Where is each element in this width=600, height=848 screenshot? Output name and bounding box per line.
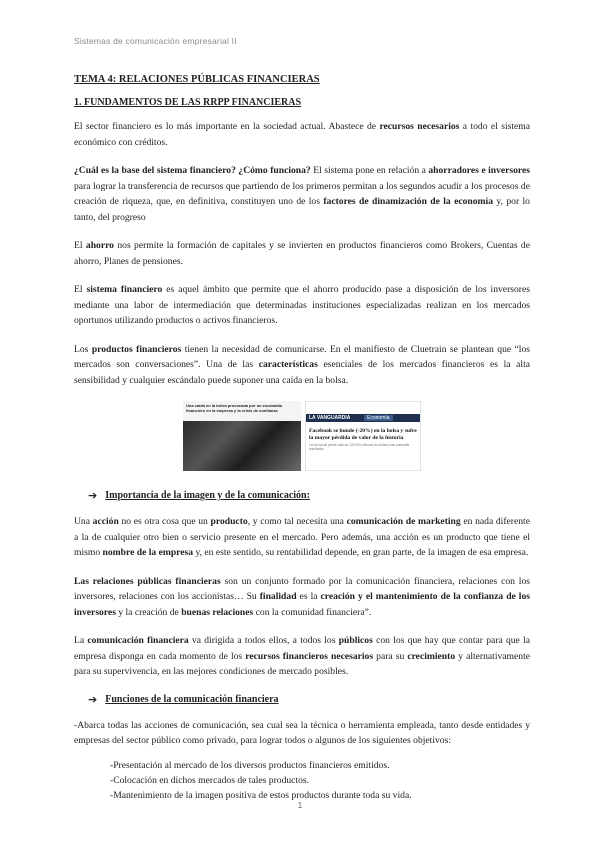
figure-row: [74, 401, 530, 471]
news-image-left: [183, 401, 301, 471]
paragraph-5: Los productos financieros tienen la necesidad de comunicarse. En el manifiesto de Cluetrain se plantean que “los mercados son conversaciones”. Una de las características esenciales de los mercados financieros es la alta sensibilidad y cualquier escándalo puede suponer una caída en la bolsa.: [74, 343, 531, 386]
news-photo: [183, 421, 301, 471]
arrow-right-icon: ➔: [88, 489, 98, 502]
paragraph-7: Las relaciones públicas financieras son un conjunto formado por la comunicación financiera, relaciones con los inversores, relaciones con los accionistas… Su finalidad es la creación y el mantenimiento de la confianza de los inversores y la creación de buenas relaciones con la comunidad financiera”.: [74, 575, 531, 618]
paragraph-2: ¿Cuál es la base del sistema financiero? ¿Cómo funciona? El sistema pone en relación a ahorradores e inversores para lograr la transferencia de recursos que partiendo de los primeros permitan a los segundos acudir a los procesos de creación de riqueza, que, en definitiva, constituyen uno de los factores de dinamización de la economía y, por lo tanto, del progreso: [74, 165, 530, 223]
subheading-imagen: ➔ Importancia de la imagen y de la comunicación:: [88, 489, 310, 502]
page-content: [74, 74, 530, 803]
paragraph-1: El sector financiero es lo más importante en la sociedad actual. Abastece de recursos necesarios a todo el sistema económico con créditos.: [74, 121, 531, 148]
paragraph-6: Una acción no es otra cosa que un producto, y como tal necesita una comunicación de marketing en nada diferente a la de cualquier otro bien o servicio presente en el mercado. Pero además, una acción es un producto que tiene el mismo nombre de la empresa y, en este sentido, su rentabilidad depende, en gran parte, de la imagen de esa empresa.: [74, 516, 530, 558]
list-item: -Presentación al mercado de los diversos productos financieros emitidos.: [110, 759, 390, 771]
paragraph-4: El sistema financiero es aquel ámbito que permite que el ahorro producido pase a disposición de los inversores mediante una labor de intermediación que determinadas instituciones especializadas realizan en los mercados oportunos utilizando productos o activos financieros.: [74, 284, 530, 326]
news-subheadline: La red social pierde más de 120.000 millones de dólares tras presentar resultados: [309, 443, 410, 451]
page-number: 1: [297, 800, 303, 810]
paragraph-8: La comunicación financiera va dirigida a todos ellos, a todos los públicos con los que hay que contar para que la empresa disponga en cada momento de los recursos financieros necesarios para su crecimiento y alternativamente para su supervivencia, en las mejores condiciones de mercado posibles.: [74, 635, 530, 677]
newspaper-logo: LA VANGUARDIA: [309, 415, 351, 421]
news-image-caption: Una caída en la bolsa provocada por un escándalo financiero en la empresa y la crisis de confianza: [186, 403, 283, 413]
objectives-list: [110, 758, 530, 803]
paragraph-9: -Abarca todas las acciones de comunicación, sea cual sea la técnica o herramienta empleada, tanto desde entidades y empresas del sector público como privado, para lograr todos o algunos de los siguientes objetivos:: [74, 719, 530, 746]
news-image-right: [305, 401, 421, 471]
section-heading: 1. FUNDAMENTOS DE LAS RRPP FINANCIERAS: [74, 97, 302, 108]
section-tag: Economía: [364, 415, 393, 421]
running-header: Sistemas de comunicación empresarial II: [74, 36, 237, 46]
subheading-funciones: ➔ Funciones de la comunicación financiera: [88, 692, 279, 706]
arrow-right-icon: ➔: [88, 692, 98, 706]
news-headline: Facebook se hunde (-20%) en la bolsa y sufre la mayor pérdida de valor de la historia: [309, 428, 417, 441]
list-item: -Colocación en dichos mercados de tales productos.: [110, 774, 310, 786]
list-item: -Mantenimiento de la imagen positiva de estos productos durante toda su vida.: [110, 789, 412, 801]
paragraph-3: El ahorro nos permite la formación de capitales y se invierten en productos financieros como Brokers, Cuentas de ahorro, Planes de pensiones.: [74, 240, 530, 267]
page-title: TEMA 4: RELACIONES PÚBLICAS FINANCIERAS: [74, 74, 320, 85]
